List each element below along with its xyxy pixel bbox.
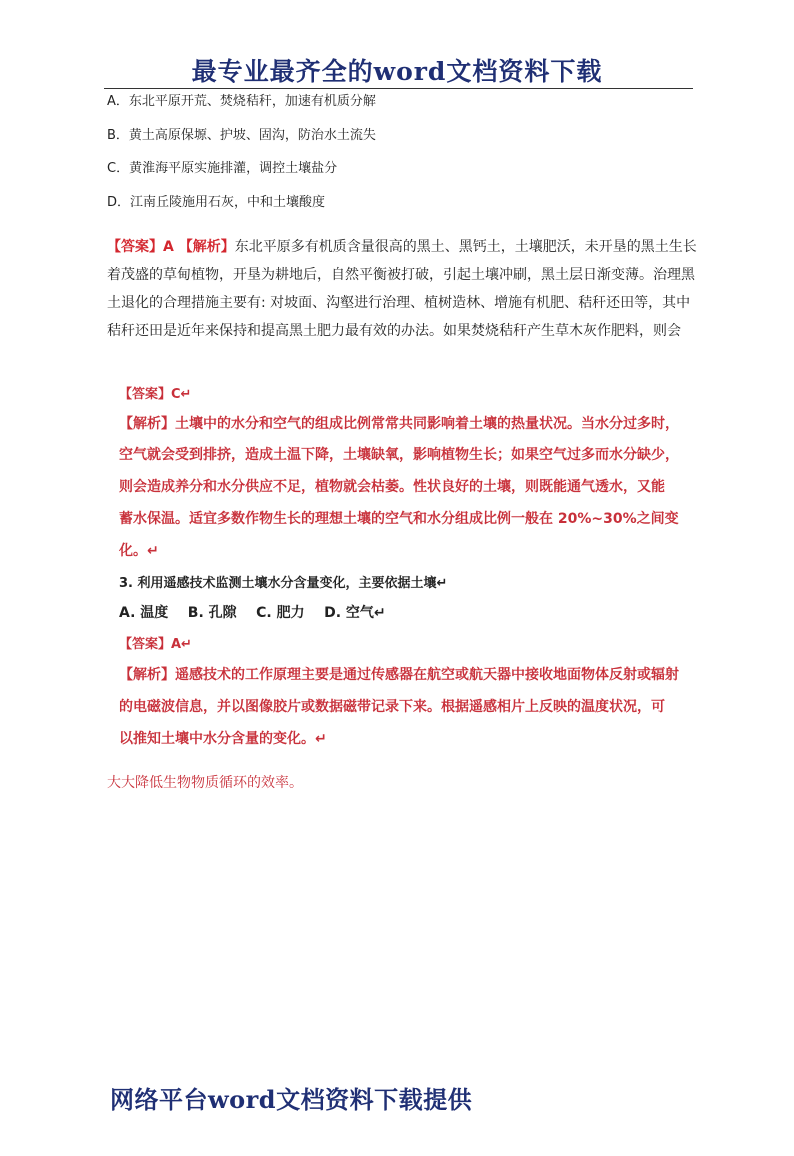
answer-2-tag: 【答案】C↵ <box>119 387 192 402</box>
question-3-answer: 【答案】A↵ <box>119 637 192 652</box>
answer-2-analysis-line-4: 蓄水保温。适宜多数作物生长的理想土壤的空气和水分组成比例一般在 20%~30%之间变 <box>119 511 679 527</box>
answer-1-continuation: 大大降低生物物质循环的效率。 <box>107 775 303 791</box>
option-b: B．黄土高原保塬、护坡、固沟，防治水土流失 <box>107 128 376 143</box>
answer-2-analysis-line-1: 【解析】土壤中的水分和空气的组成比例常常共同影响着土壤的热量状况。当水分过多时， <box>119 416 679 432</box>
option-a: A．东北平原开荒、焚烧秸秆，加速有机质分解 <box>107 94 376 109</box>
answer-1-text: 东北平原多有机质含量很高的黑土、黑钙土，土壤肥沃，未开垦的黑土生长着茂盛的草甸植物，开垦为耕地后，自然平衡被打破，引起土壤冲刷，黑土层日渐变薄。治理黑土退化的合理措施主要有: 对坡面、沟壑进行治理、植树造林、增施有机肥、秸秆还田等，其中秸秆还田是近年来保持和提高黑土肥力最有效的办法。如果焚烧秸秆产生草木灰作肥料，则会 <box>107 239 697 339</box>
answer-2-analysis-line-3: 则会造成养分和水分供应不足，植物就会枯萎。性状良好的土壤，则既能通气透水，又能 <box>119 479 665 495</box>
option-d: D．江南丘陵施用石灰，中和土壤酸度 <box>107 195 326 210</box>
question-3-stem: 3. 利用遥感技术监测土壤水分含量变化，主要依据土壤↵ <box>119 576 448 591</box>
header-divider <box>104 88 693 89</box>
answer-1-tag: 【答案】A 【解析】 <box>107 239 235 255</box>
question-3-analysis-line-3: 以推知土壤中水分含量的变化。↵ <box>119 731 327 747</box>
answer-1-paragraph <box>107 233 697 345</box>
question-3-analysis-line-1: 【解析】遥感技术的工作原理主要是通过传感器在航空或航天器中接收地面物体反射或辐射 <box>119 667 679 683</box>
header-title: 最专业最齐全的word文档资料下载 <box>191 57 603 86</box>
option-c: C．黄淮海平原实施排灌，调控土壤盐分 <box>107 161 338 176</box>
answer-2-analysis-line-2: 空气就会受到排挤，造成土温下降，土壤缺氧，影响植物生长；如果空气过多而水分缺少， <box>119 447 679 463</box>
question-3-choices: A. 温度 B. 孔隙 C. 肥力 D. 空气↵ <box>119 605 386 621</box>
question-3-analysis-line-2: 的电磁波信息，并以图像胶片或数据磁带记录下来。根据遥感相片上反映的温度状况，可 <box>119 699 665 715</box>
answer-2-analysis-line-5: 化。↵ <box>119 543 159 559</box>
footer-title: 网络平台word文档资料下载提供 <box>110 1085 473 1114</box>
